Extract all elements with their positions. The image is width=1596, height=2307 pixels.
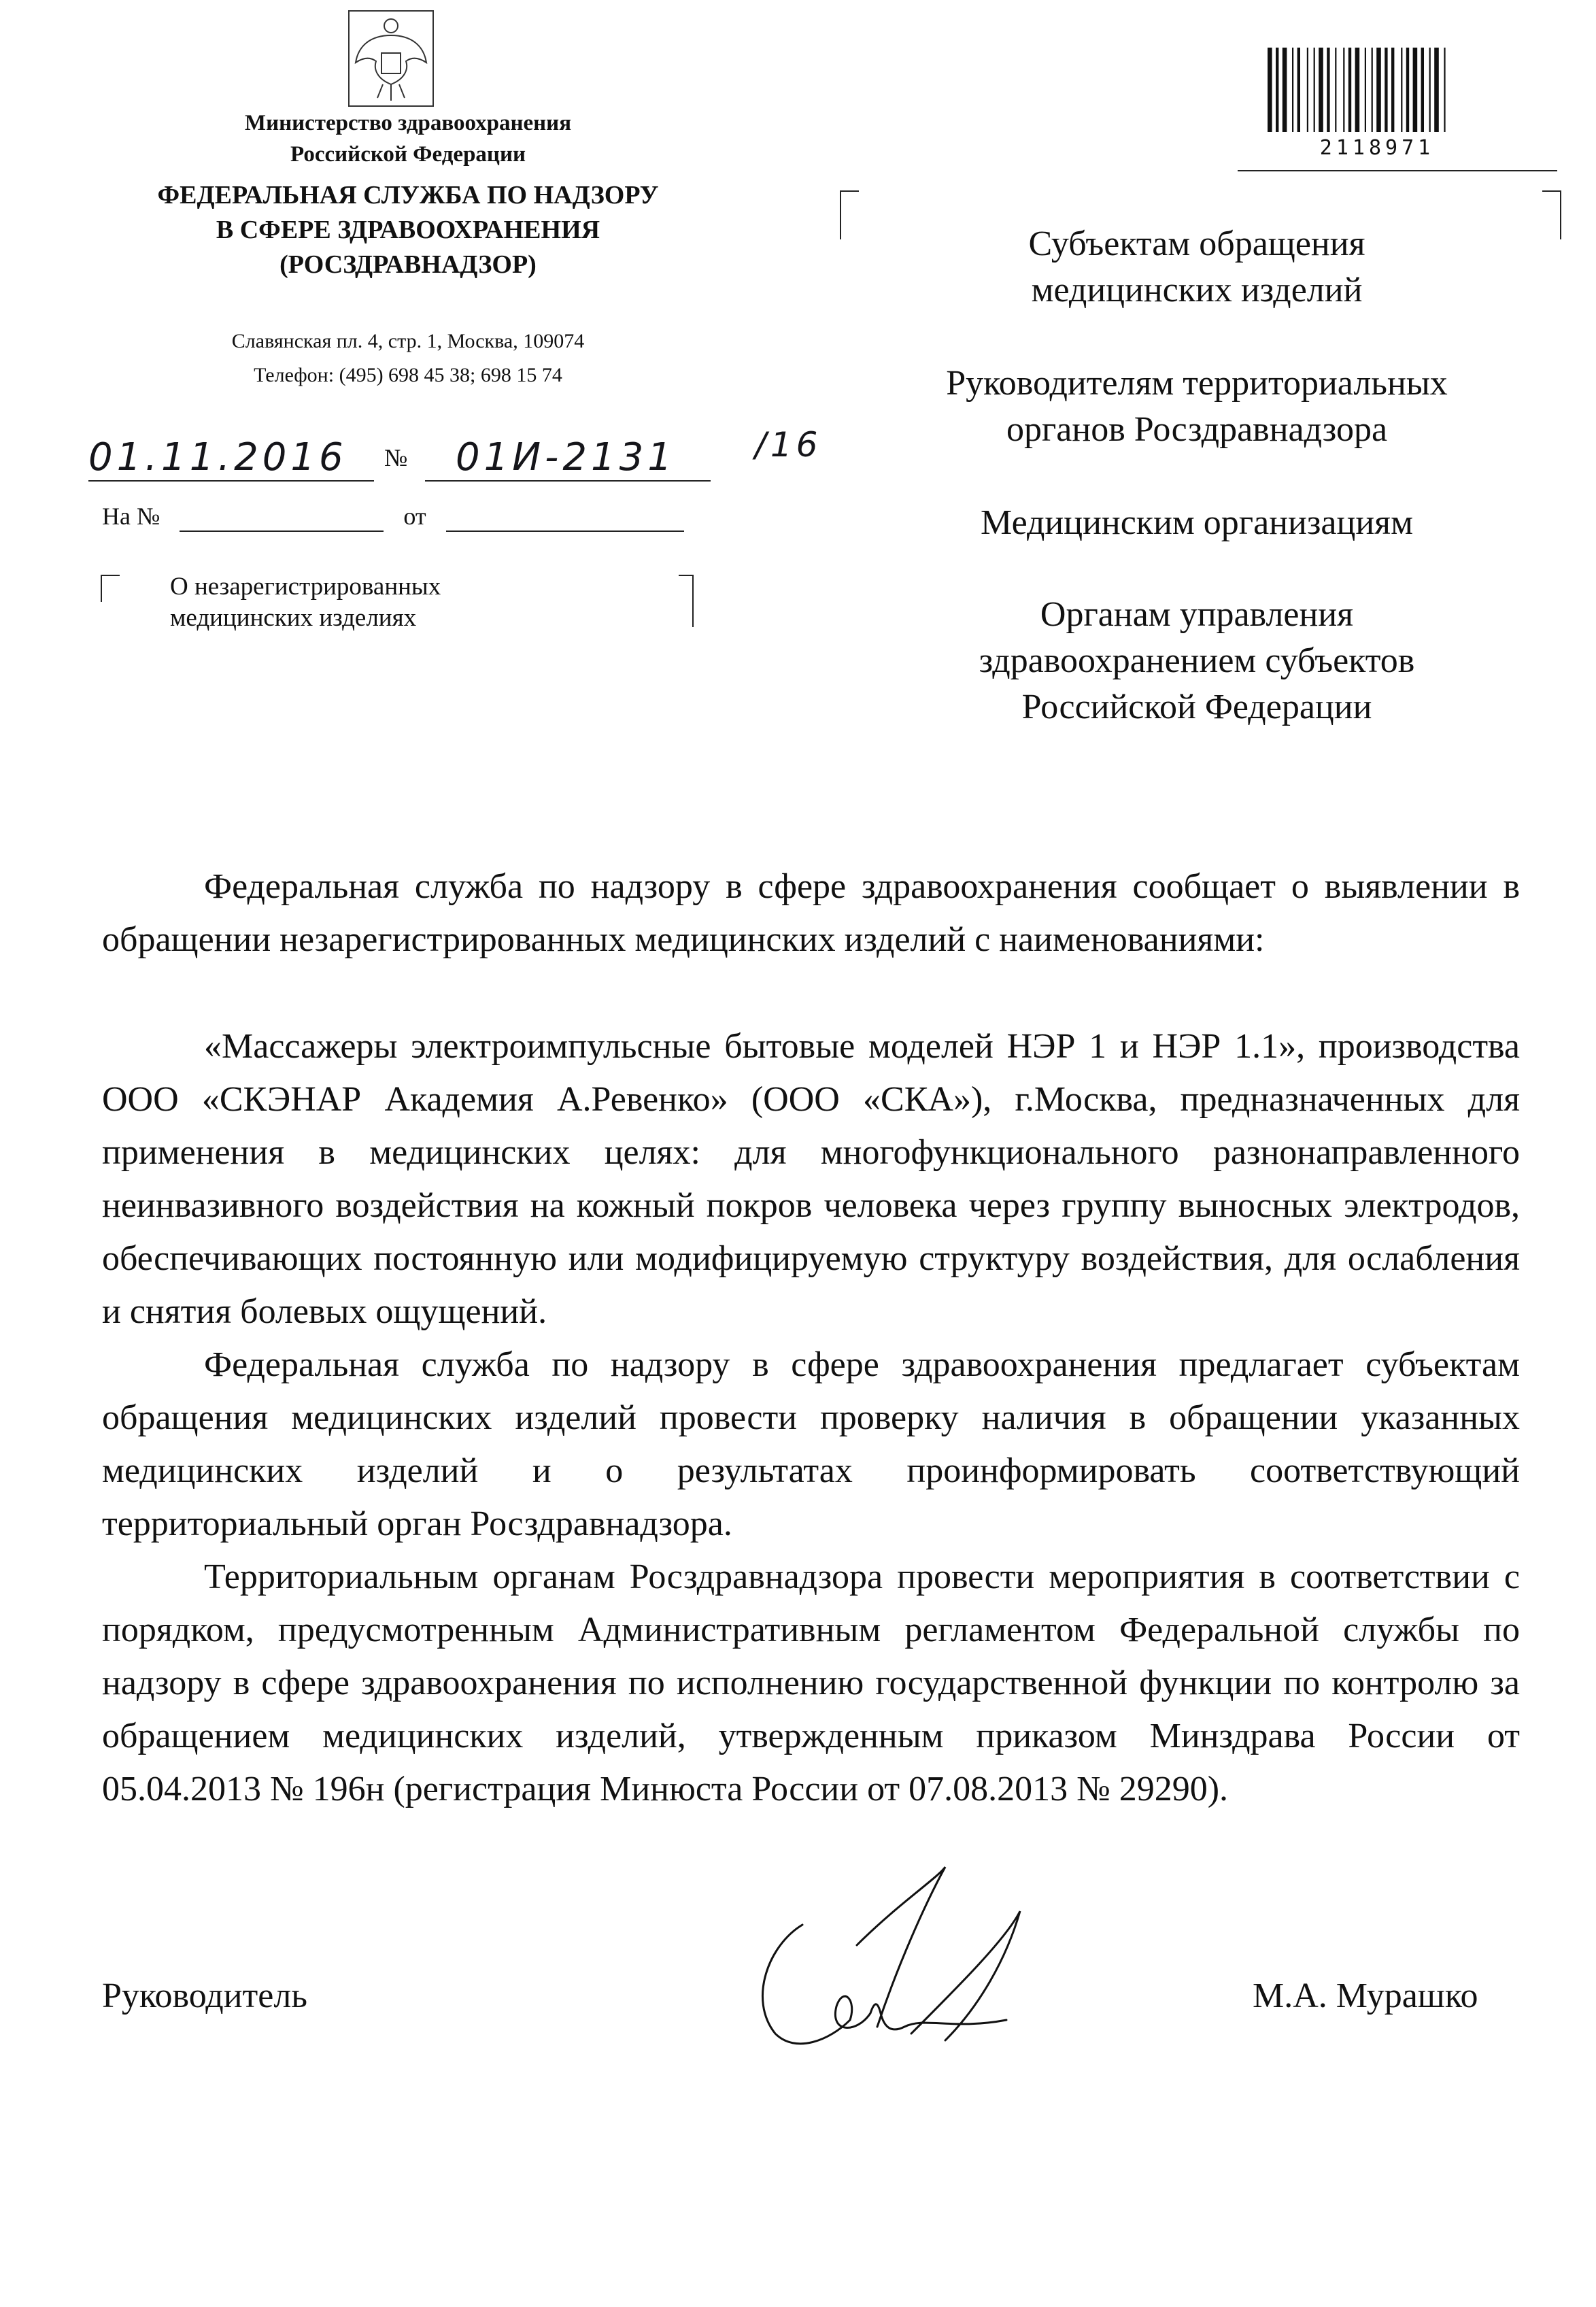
addressee-item — [898, 500, 1496, 546]
barcode-bar — [1365, 48, 1366, 132]
address-line1: Славянская пл. 4, стр. 1, Москва, 109074 — [231, 330, 585, 352]
reply-number-label: На № — [102, 503, 160, 530]
barcode-bar — [1401, 48, 1402, 132]
barcode-bar — [1421, 48, 1424, 132]
agency-line1: ФЕДЕРАЛЬНАЯ СЛУЖБА ПО НАДЗОРУ — [157, 181, 659, 209]
body-paragraph-4: Территориальным органам Росздравнадзора провести мероприятия в соответствии с порядком, предусмотренным Административным регламентом Федеральной службы по надзору в сфере здравоохранения по исполнению государственной функции по контролю за обращением медицинских изделий, утвержденным приказом Минздрава России от 05.04.2013 № 196н (регистрация Минюста России от 07.08.2013 № 29290). — [102, 1557, 1520, 1808]
coat-of-arms-icon — [343, 8, 439, 110]
subject-line1: О незарегистрированных — [170, 573, 441, 601]
addressee-item — [898, 592, 1496, 730]
agency-address — [109, 324, 707, 392]
barcode-bar — [1406, 48, 1409, 132]
addressee-item — [898, 221, 1496, 314]
barcode-bar — [1314, 48, 1315, 132]
barcode-bar — [1348, 48, 1351, 132]
barcode-bar — [1276, 48, 1278, 132]
number-underline — [425, 480, 711, 482]
ministry-line1: Министерство здравоохранения — [244, 111, 572, 135]
subject-line2: медицинских изделиях — [170, 604, 417, 632]
barcode-bar — [1319, 48, 1323, 132]
barcode-bar — [1372, 48, 1373, 132]
barcode-bar — [1292, 48, 1293, 132]
barcode-bar — [1297, 48, 1300, 132]
barcode-bar — [1444, 48, 1445, 132]
registration-number: 01И-2131 — [456, 435, 676, 479]
reply-reference-row — [102, 502, 684, 532]
barcode-bar — [1343, 48, 1344, 132]
registration-number-label: № — [384, 444, 408, 471]
addressee-line: Субъектам обращения — [1028, 224, 1365, 263]
addressee-line: органов Росздравнадзора — [1006, 410, 1388, 449]
barcode-bar — [1391, 48, 1394, 132]
barcode — [1265, 48, 1482, 136]
agency-line3: (РОСЗДРАВНАДЗОР) — [279, 250, 537, 279]
body-paragraph-2: «Массажеры электроимпульсные бытовые моделей НЭР 1 и НЭР 1.1», производства ООО «СКЭНАР Академия А.Ревенко» (ООО «СКА»), г.Москва, предназначенных для применения в медицинских целях: для многофункционального разнонаправленного неинвазивного воздействия на кожный покров человека через группу выносных электродов, обеспечивающих постоянную или модифицируемую структуру воздействия, для ослабления и снятия болевых ощущений. — [102, 1027, 1520, 1331]
letter-subject — [170, 571, 592, 634]
date-underline — [88, 480, 374, 482]
barcode-bar — [1327, 48, 1329, 132]
barcode-number: 2118971 — [1319, 136, 1435, 160]
signatory-title: Руководитель — [102, 1976, 307, 2015]
barcode-bar — [1413, 48, 1418, 132]
registration-number-suffix: /16 — [755, 425, 822, 465]
addressee-line: медицинских изделий — [1031, 271, 1363, 309]
barcode-bar — [1355, 48, 1360, 132]
address-line2: Телефон: (495) 698 45 38; 698 15 74 — [254, 364, 562, 386]
reply-date-blank — [446, 502, 684, 532]
barcode-underline — [1238, 170, 1557, 171]
barcode-bar — [1335, 48, 1336, 132]
subject-bracket-right — [679, 575, 694, 627]
subject-bracket-left — [101, 575, 120, 602]
addressee-line: здравоохранением субъектов — [979, 641, 1415, 680]
barcode-bar — [1307, 48, 1308, 132]
registration-date: 01.11.2016 — [88, 435, 347, 479]
addressee-line: Российской Федерации — [1021, 688, 1372, 726]
reply-from-label: от — [403, 503, 426, 530]
barcode-bar — [1268, 48, 1272, 132]
addressee-line: Органам управления — [1040, 595, 1354, 634]
agency-name — [75, 178, 741, 282]
ministry-name — [109, 107, 707, 170]
addressee-line: Руководителям территориальных — [946, 364, 1448, 403]
reply-number-blank — [180, 502, 384, 532]
barcode-bar — [1429, 48, 1431, 132]
addressee-line: Медицинским организациям — [981, 503, 1413, 542]
barcode-bar — [1376, 48, 1381, 132]
addressee-item — [898, 360, 1496, 453]
body-paragraph-1: Федеральная служба по надзору в сфере здравоохранения сообщает о выявлении в обращении незарегистрированных медицинских изделий с наименованиями: — [102, 867, 1520, 959]
addressee-bracket-right — [1542, 190, 1561, 239]
signatory-name: М.А. Мурашко — [1253, 1976, 1478, 2015]
agency-line2: В СФЕРЕ ЗДРАВООХРАНЕНИЯ — [216, 216, 600, 244]
barcode-bar — [1385, 48, 1387, 132]
handwritten-signature — [721, 1864, 1074, 2068]
body-paragraph-3: Федеральная служба по надзору в сфере здравоохранения предлагает субъектам обращения медицинских изделий провести проверку наличия в обращении указанных медицинских изделий и о результатах проинформировать соответствующий территориальный орган Росздравнадзора. — [102, 1345, 1520, 1543]
barcode-bar — [1283, 48, 1287, 132]
barcode-bar — [1434, 48, 1439, 132]
ministry-line2: Российской Федерации — [290, 142, 526, 167]
addressee-bracket-left — [840, 190, 859, 239]
